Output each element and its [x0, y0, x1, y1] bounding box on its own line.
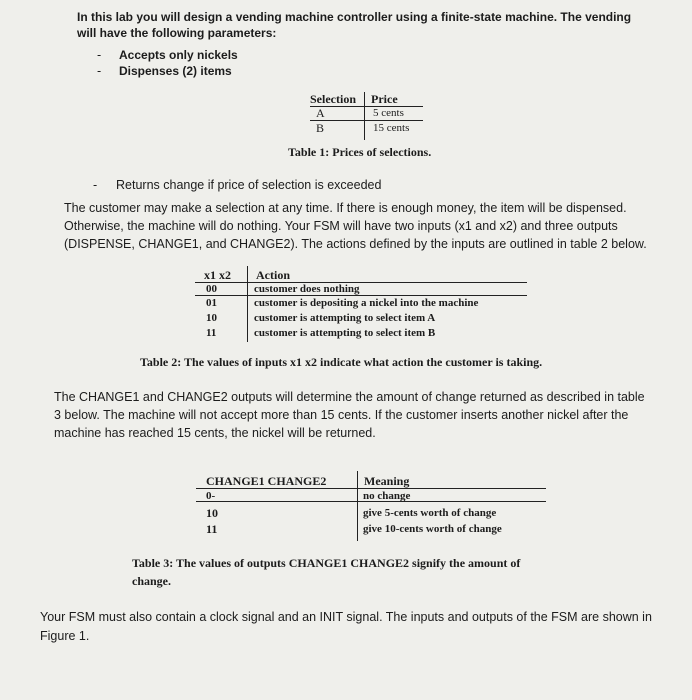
table3-row-10-meaning: give 5-cents worth of change	[363, 507, 497, 519]
table2-row-00-code: 00	[206, 283, 217, 295]
table3-row-10-code: 10	[206, 506, 218, 520]
table1-row-a-selection: A	[316, 106, 325, 120]
table1-caption: Table 1: Prices of selections.	[288, 145, 432, 159]
table2-row-11-code: 11	[206, 327, 217, 339]
table1-row-b-price: 15 cents	[373, 122, 410, 134]
bullet-dash-2: -	[97, 64, 102, 78]
table2-row-01-action: customer is depositing a nickel into the machine	[254, 297, 479, 309]
bullet-dash-1: -	[97, 48, 102, 62]
intro-paragraph: In this lab you will design a vending machine controller using a finite-state machine. The vending will have the following parameters:	[77, 10, 632, 40]
paragraph-clock-init: Your FSM must also contain a clock signal and an INIT signal. The inputs and outputs of the FSM are shown in Figure 1.	[40, 610, 652, 643]
table3-column-rule	[357, 471, 358, 541]
table2-row-10-action: customer is attempting to select item A	[254, 312, 436, 324]
table2-header-action: Action	[256, 268, 290, 282]
table2-column-rule	[247, 266, 248, 342]
table2-row-00-action: customer does nothing	[254, 283, 360, 295]
table1-header-rule	[310, 106, 423, 107]
table3-row-11-meaning: give 10-cents worth of change	[363, 523, 502, 535]
table1-header-price: Price	[371, 92, 398, 106]
bullet-dispenses-items: Dispenses (2) items	[119, 64, 232, 78]
table1-header-selection: Selection	[310, 92, 356, 106]
table2-header-inputs: x1 x2	[204, 268, 231, 282]
table2-row-11-action: customer is attempting to select item B	[254, 327, 436, 339]
table2-row-10-code: 10	[206, 312, 217, 324]
table3-row-11-code: 11	[206, 522, 218, 536]
table3-row-0-code: 0-	[206, 490, 216, 502]
paragraph-inputs-outputs: The customer may make a selection at any time. If there is enough money, the item will be dispensed. Otherwise, the machine will do nothing. Your FSM will have two inputs (x1 and x2) and three outputs (DISPENSE, CHANGE1, and CHANGE2). The actions defined by the inputs are outlined in table 2 below.	[64, 201, 647, 251]
table3-header-meaning: Meaning	[364, 474, 410, 488]
table3-row-0-meaning: no change	[363, 490, 411, 502]
table3-row-rule	[196, 501, 546, 502]
table2-caption: Table 2: The values of inputs x1 x2 indicate what action the customer is taking.	[140, 355, 543, 369]
bullet-dash-3: -	[93, 178, 98, 192]
table3-caption-line2: change.	[132, 574, 171, 588]
table2-row-01-code: 01	[206, 297, 217, 309]
table3-header-outputs: CHANGE1 CHANGE2	[206, 474, 327, 488]
table1-row-a-price: 5 cents	[373, 107, 404, 119]
table2-header-rule	[195, 282, 527, 283]
bullet-returns-change: Returns change if price of selection is exceeded	[116, 178, 382, 192]
table3-caption-line1: Table 3: The values of outputs CHANGE1 CHANGE2 signify the amount of	[132, 556, 521, 570]
table1-column-rule	[364, 92, 365, 140]
bullet-accepts-nickels: Accepts only nickels	[119, 48, 238, 62]
table1-row-b-selection: B	[316, 121, 325, 135]
paragraph-change-outputs: The CHANGE1 and CHANGE2 outputs will determine the amount of change returned as described in table 3 below. The machine will not accept more than 15 cents. If the customer inserts another nickel after the machine has reached 15 cents, the nickel will be returned.	[54, 390, 645, 440]
